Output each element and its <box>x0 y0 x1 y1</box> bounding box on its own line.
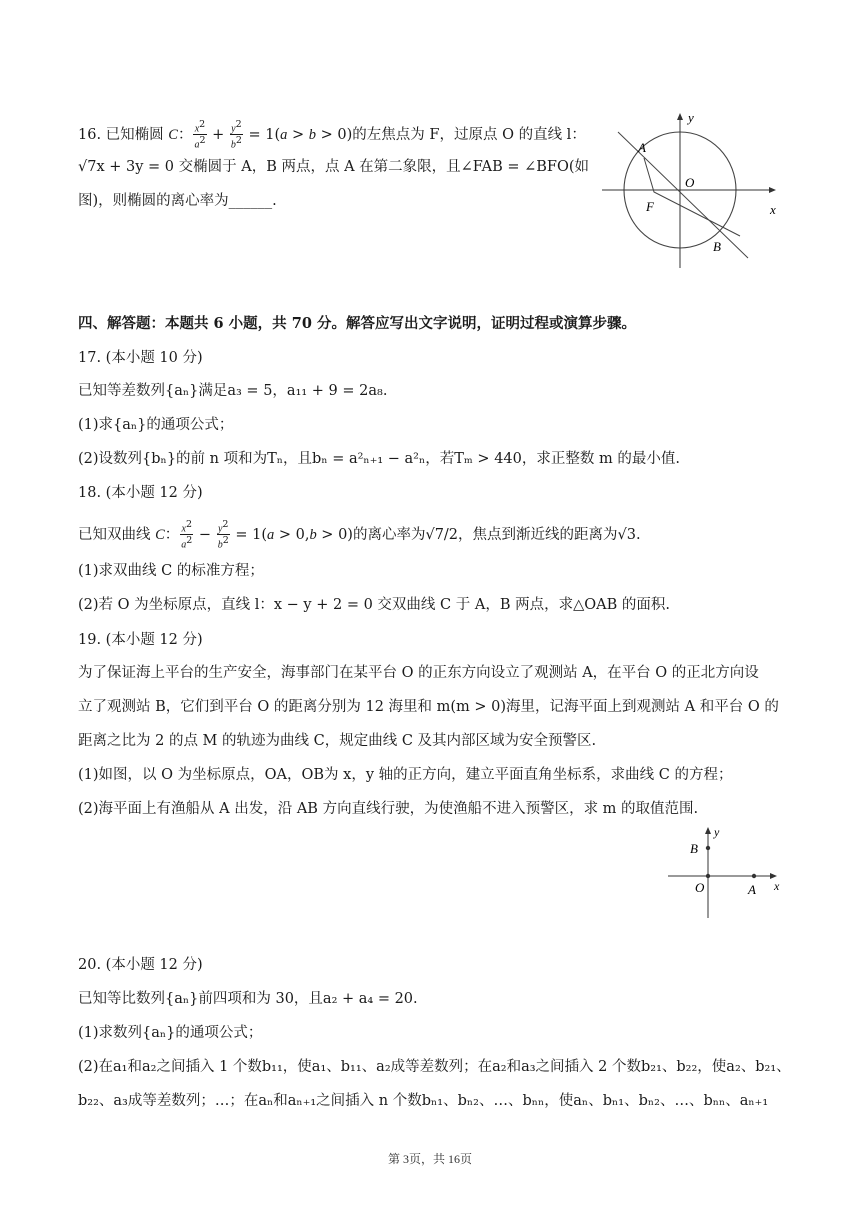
q20-part2-b: b₂₂、a₃成等差数列；…；在aₙ和aₙ₊₁之间插入 n 个数bₙ₁、bₙ₂、…、bₙₙ，使aₙ、bₙ₁、bₙ₂、…、bₙₙ、aₙ₊₁ <box>78 1093 769 1109</box>
point-B <box>706 846 710 850</box>
q18-stem-suffix: 的离心率为√7/2，焦点到渐近线的距离为√3. <box>352 526 641 543</box>
q16-line-1: 16. 已知椭圆 C： $\frac{x^2}{a^2}$ + $\frac{y^2}{b^2}$ = 1(a > b > 0)的左焦点为 F，过原点 O 的直线 l： <box>78 119 586 151</box>
q19-line-3: 距离之比为 2 的点 M 的轨迹为曲线 C，规定曲线 C 及其内部区域为安全预警区. <box>78 733 597 749</box>
q20-stem: 已知等比数列{aₙ}前四项和为 30，且a₂ + a₄ = 20. <box>78 991 418 1007</box>
q19-title: 19. (本小题 12 分) <box>78 632 203 648</box>
q17-stem: 已知等差数列{aₙ}满足a₃ = 5，a₁₁ + 9 = 2a₈. <box>78 383 388 399</box>
label-F: F <box>646 199 654 214</box>
label-B: B <box>690 841 698 856</box>
q20-part1: (1)求数列{aₙ}的通项公式； <box>78 1025 263 1041</box>
point-O <box>706 874 710 878</box>
q16-line-2: √7x + 3y = 0 交椭圆于 A，B 两点，点 A 在第二象限，且∠FAB = ∠BFO(如 <box>78 159 590 175</box>
q17-part1: (1)求{aₙ}的通项公式； <box>78 417 234 433</box>
q16-ellipse-figure <box>600 108 790 272</box>
section-4-heading: 四、解答题：本题共 6 小题，共 70 分。解答应写出文字说明，证明过程或演算步骤。 <box>78 315 636 332</box>
page-footer: 第 3页，共 16页 <box>387 1152 472 1166</box>
label-O: O <box>695 880 705 895</box>
q17-part2: (2)设数列{bₙ}的前 n 项和为Tₙ，且bₙ = a²ₙ₊₁ − a²ₙ，若Tₘ > 440，求正整数 m 的最小值. <box>78 451 680 467</box>
q18-part2: (2)若 O 为坐标原点，直线 l：x − y + 2 = 0 交双曲线 C 于 A，B 两点，求△OAB 的面积. <box>78 597 670 613</box>
q18-part1: (1)求双曲线 C 的标准方程； <box>78 563 264 579</box>
point-A <box>752 874 756 878</box>
label-A: A <box>638 140 646 155</box>
q20-part2-a: (2)在a₁和a₂之间插入 1 个数b₁₁，使a₁、b₁₁、a₂成等差数列；在a₂和a₃之间插入 2 个数b₂₁、b₂₂，使a₂、b₂₁、 <box>78 1059 791 1075</box>
q17-title: 17. (本小题 10 分) <box>78 350 203 366</box>
q18-stem: 已知双曲线 C： $\frac{x^2}{a^2}$ − $\frac{y^2}{b^2}$ = 1(a > 0,b > 0)的离心率为√7/2，焦点到渐近线的距离为√3. <box>78 519 641 551</box>
label-y: y <box>688 110 694 125</box>
q19-line-1: 为了保证海上平台的生产安全，海事部门在某平台 O 的正东方向设立了观测站 A，在平台 O 的正北方向设 <box>78 665 759 681</box>
label-A: A <box>748 882 756 897</box>
label-O: O <box>685 175 695 190</box>
q16-line-3: 图)，则椭圆的离心率为______. <box>78 193 277 209</box>
q19-coordinate-figure <box>664 824 794 920</box>
label-x: x <box>774 879 780 893</box>
q16-prefix: 16. 已知椭圆 <box>78 126 169 143</box>
q19-part2: (2)海平面上有渔船从 A 出发，沿 AB 方向直线行驶，为使渔船不进入预警区，求 m 的取值范围. <box>78 801 699 817</box>
q19-line-2: 立了观测站 B，它们到平台 O 的距离分别为 12 海里和 m(m > 0)海里，记海平面上到观测站 A 和平台 O 的 <box>78 699 779 715</box>
label-B: B <box>713 239 721 254</box>
q18-title: 18. (本小题 12 分) <box>78 485 203 501</box>
q19-part1: (1)如图，以 O 为坐标原点，OA，OB为 x，y 轴的正方向，建立平面直角坐标系，求曲线 C 的方程； <box>78 767 733 783</box>
label-x: x <box>770 202 776 217</box>
q20-title: 20. (本小题 12 分) <box>78 957 203 973</box>
q16-suffix: 的左焦点为 F，过原点 O 的直线 l： <box>352 126 586 143</box>
label-y: y <box>714 825 720 839</box>
